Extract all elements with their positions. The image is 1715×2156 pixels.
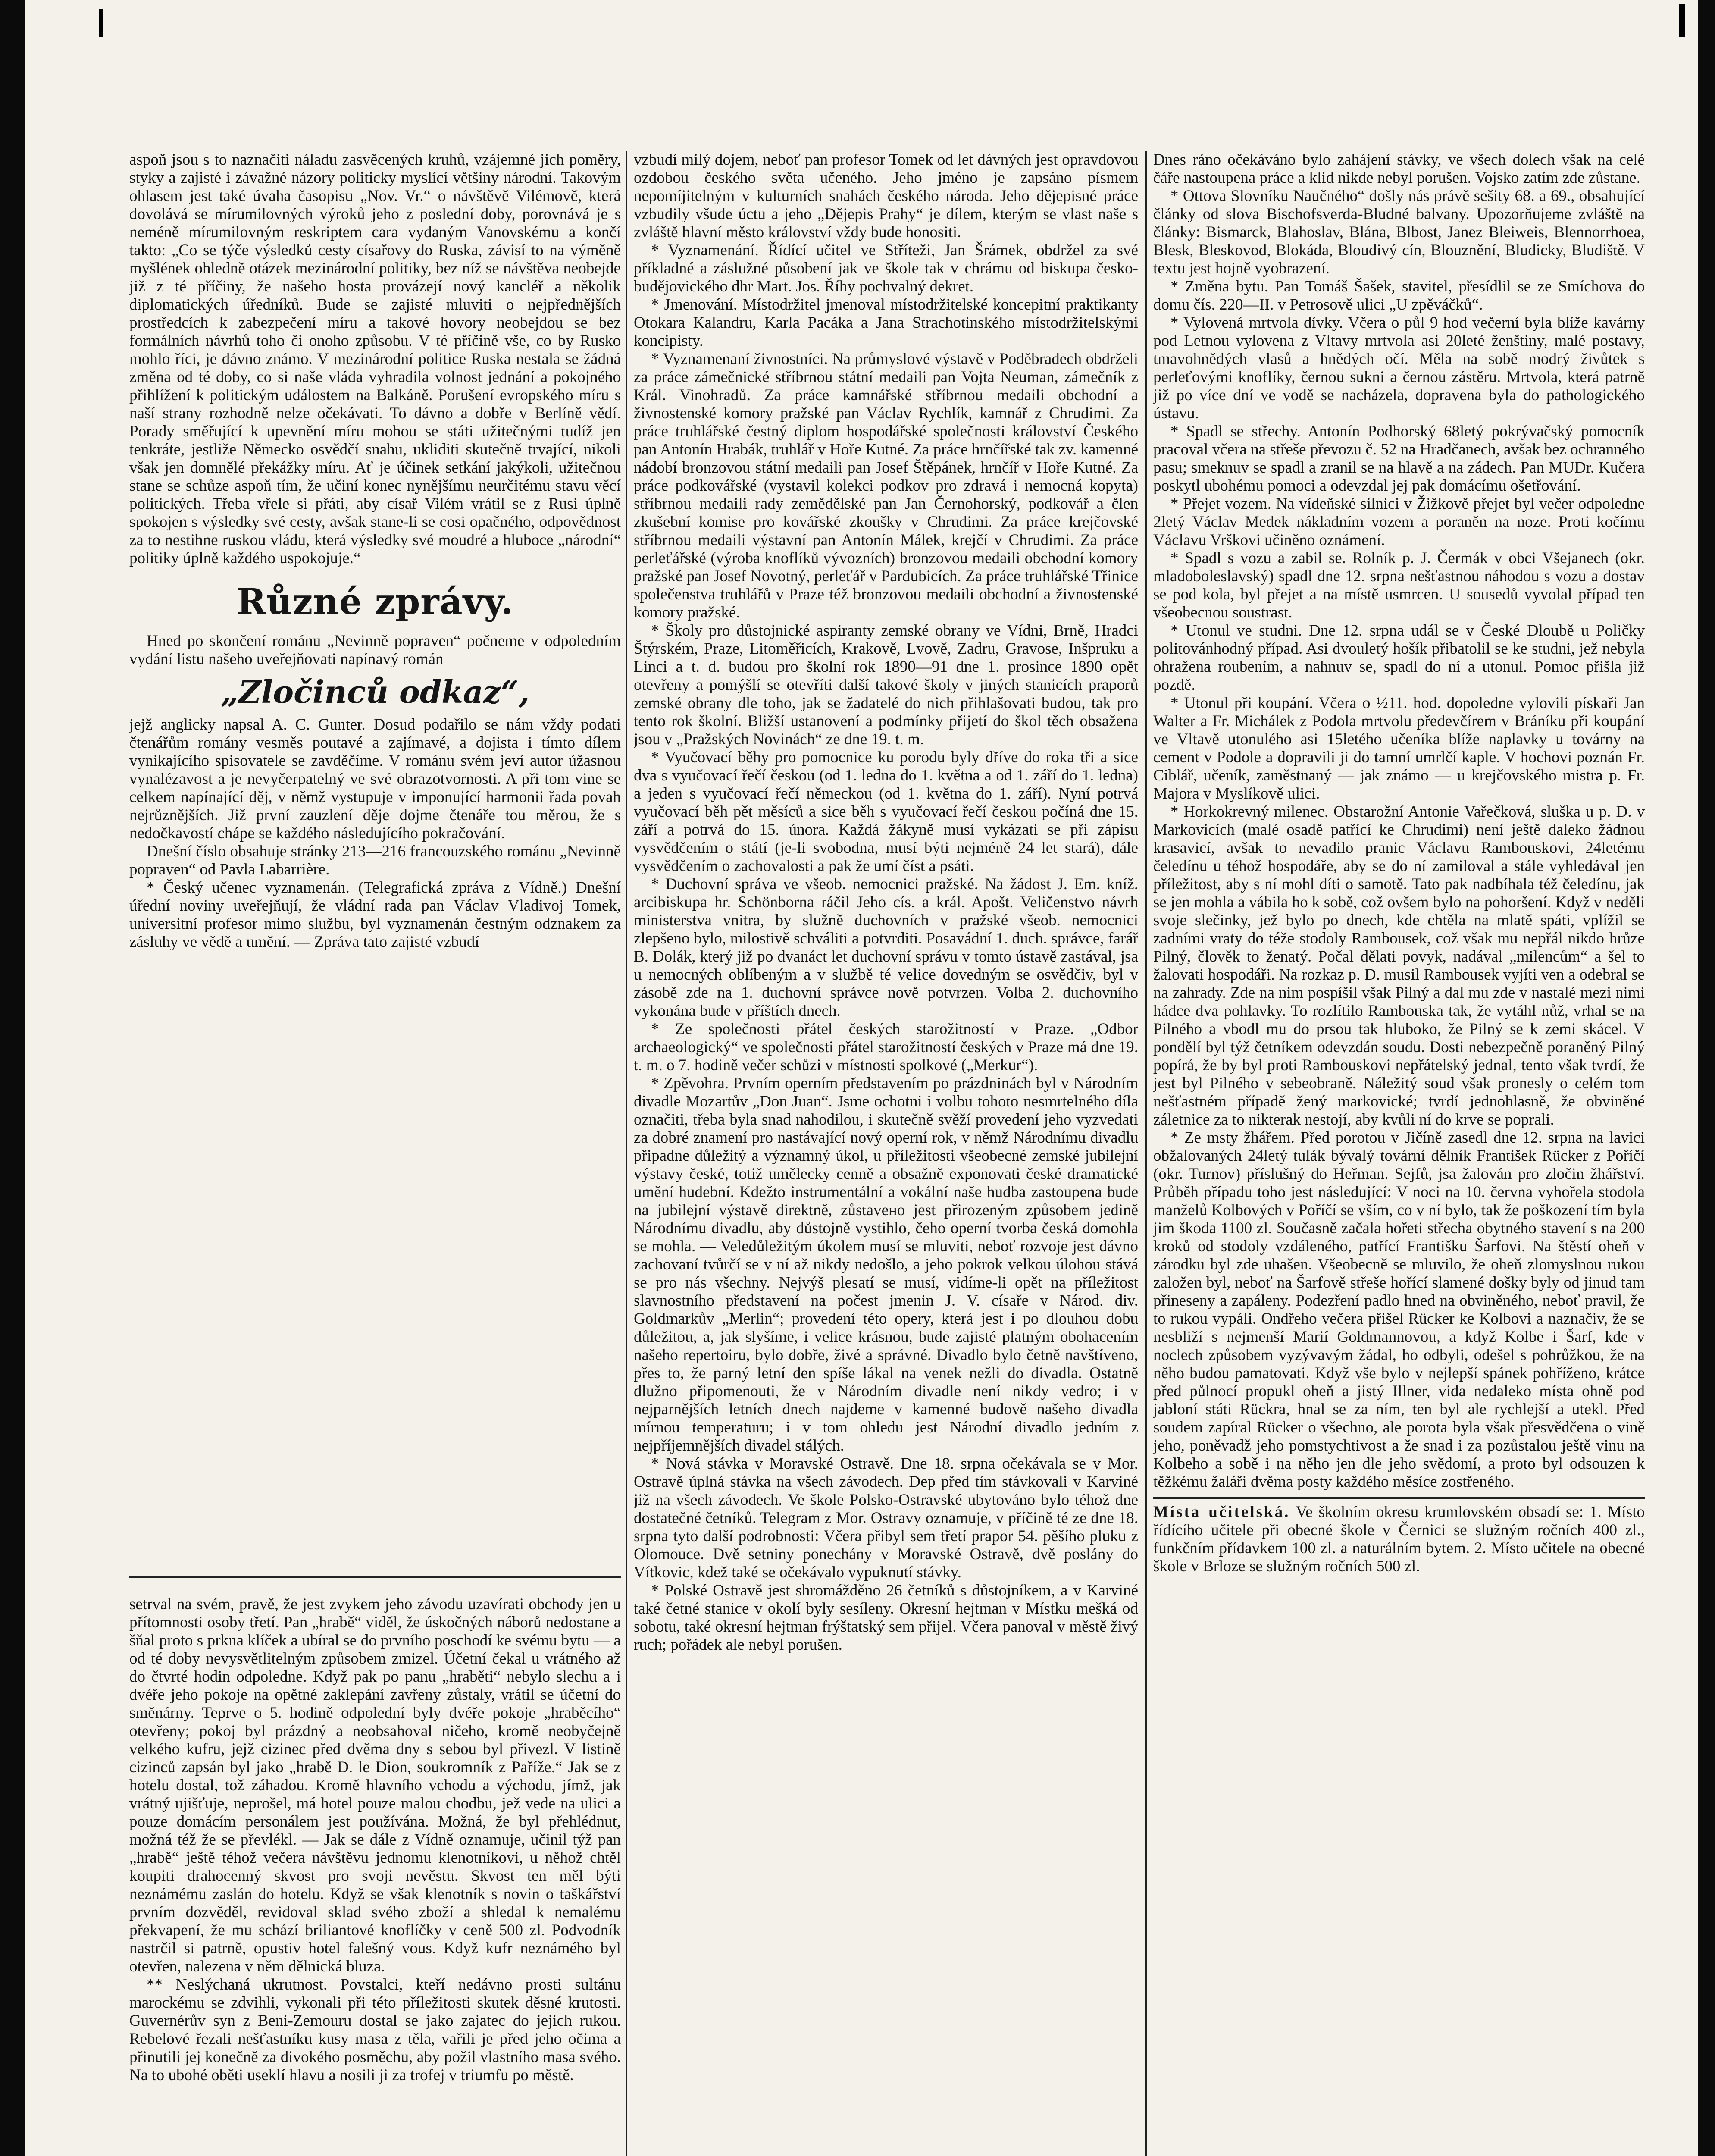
- column-divider: [129, 1576, 621, 1578]
- binding-mark-right: [1679, 4, 1685, 37]
- news-item: * Ottova Slovníku Naučného“ došly nás právě sešity 68. a 69., obsahující články od slova Bischofsverda-Bludné balvany. Upozorňujeme zvláště na články: Bismarck, Blahoslav, Blána, Blbost, Janez Bleiweis, Blennorrhoea, Blesk, Bleskovod, Blokáda, Bloudivý cín, Blouznění, Bludicky, Bludiště. V textu jest hojně vyobrazení.: [1153, 187, 1645, 277]
- news-item: * Polské Ostravě jest shromážděno 26 četníků s důstojníkem, a v Karviné také četné stanice v okolí byly sesíleny. Okresní hejtman v Místku mešká od sobotu, také okresní hejtman frýštatský sem přijel. Včera panoval v městě živý ruch; pořádek ale nebyl porušen.: [634, 1582, 1138, 1654]
- news-item: * Školy pro důstojnické aspiranty zemské obrany ve Vídni, Brně, Hradci Štýrském, Praze, Litoměřicích, Krakově, Lvově, Zadru, Gravose, Inšpruku a Linci a t. d. budou pro školní rok 1890—91 dne 1. prosince 1890 opět otevřeny a pomýšlí se otevříti další takové školy v jiných stanicích praporů zemské obrany dle toho, jak se žadatelé do nich přihlašovati budou, tak pro tento rok školní. Bližší ustanovení a podmínky přijetí do škol těch obsažena jsou v „Pražských Novinách“ ze dne 19. t. m.: [634, 622, 1138, 748]
- article-text: vzbudí milý dojem, neboť pan profesor Tomek od let dávných jest opravdovou ozdobou českého světa učeného. Jeho jméno je zapsáno písmem nepomíjitelným v kulturních snahách českého národa. Jeho dějepisné práce vzbudily všude úctu a jeho „Dějepis Prahy“ je dílem, kterým se vlast naše s zvláště hlavní město království vždy bude honositi.: [634, 151, 1138, 241]
- article-text: Dnes ráno očekáváno bylo zahájení stávky, ve všech dolech však na celé čáře nastoupena práce a klid nikde nebyl porušen. Vojsko zatím zde zůstane.: [1153, 151, 1645, 187]
- news-item: * Utonul ve studni. Dne 12. srpna udál se v České Dloubě u Poličky politovánhodný případ. Asi dvouletý hošík přibatolil se ke studni, jež nebyla ohražena roubením, a nahnuv se, spadl do ní a utonul. Pomoc přišla již pozdě.: [1153, 622, 1645, 694]
- novel-title: „Zločinců odkaz“,: [220, 674, 530, 710]
- news-item: * Nová stávka v Moravské Ostravě. Dne 18. srpna očekávala se v Mor. Ostravě úplná stávka na všech závodech. Dep před tím stávkovali v Karviné již na všech závodech. Ve škole Polsko-Ostravské ubytováno bylo téhož dne dostatečné četníků. Telegram z Mor. Ostravy oznamuje, v příčině té ze dne 18. srpna tyto další podrobnosti: Včera přibyl sem třetí prapor 54. pěšího pluku z Olomouce. Dvě setniny ponechány v Moravské Ostravě, dvě poslány do Vítkovic, kdež také se očekávalo vypuknutí stávky.: [634, 1455, 1138, 1581]
- news-item: * Vyučovací běhy pro pomocnice ku porodu byly dříve do roka tři a sice dva s vyučovací řečí českou (od 1. ledna do 1. května a od 1. září do 1. ledna) a jeden s vyučovací řečí německou (od 1. května do 1. září). Nyní potrvá vyučovací běh pět měsíců a sice běh s vyučovací řečí českou počíná dne 15. září a potrvá do 15. února. Každá žákyně musí vykázati se při zápisu vysvědčením o státí (je-li svobodna, musí býti nejméně 24 let stará), dále vysvědčením o zachovalosti a pak že umí číst a psáti.: [634, 749, 1138, 875]
- section-divider: [1153, 1497, 1645, 1499]
- news-item: * Spadl s vozu a zabil se. Rolník p. J. Čermák v obci Všejanech (okr. mladoboleslavský) spadl dne 12. srpna nešťastnou náhodou s vozu a dostav se pod kola, byl přejet a na místě usmrcen. U sousedů vyvolal případ ten všeobecnou soustrast.: [1153, 549, 1645, 621]
- news-item: * Duchovní správa ve všeob. nemocnici pražské. Na žádost J. Em. kníž. arcibiskupa hr. Schönborna ráčil Jeho cís. a král. Apošt. Veličenstvo návrh ministerstva vnitra, by služně duchovních v pražské všeob. nemocnici zlepšeno bylo, milostivě schváliti a potvrditi. Posavádní 1. duch. správce, farář B. Dolák, který již po dvanáct let duchovní správu v tomto ústavě zastával, jsa u nemocných oblíbeným a v službě té velice dovedným se osvědčiv, byl v zásobě zde na 1. duchovní správce nově potvrzen. Volba 2. duchovního vykonána bude v příštích dnech.: [634, 875, 1138, 1020]
- binding-mark: [99, 9, 103, 37]
- news-item: ** Neslýchaná ukrutnost. Povstalci, kteří nedávno prosti sultánu marockému se zdvihli, vykonali při této příležitosti skutek děsné krutosti. Guvernérův syn z Beni-Zemouru dostal se jako zajatec do jejich rukou. Rebelové řezali nešťastníku kusy masa z těla, vařili je před jeho očima a přinutili jej konečně za divokého posměchu, aby požil vlastního masa svého. Na to ubohé oběti useklí hlavu a nosili ji za trofej v triumfu po městě.: [129, 1976, 621, 2084]
- news-item: * Jmenování. Místodržitel jmenoval místodržitelské koncepitní praktikanty Otokara Kalandru, Karla Pacáka a Jana Strachotinského místodržitelskými koncipisty.: [634, 296, 1138, 350]
- novel-announcement: Hned po skončení románu „Nevinně popraven“ počneme v odpoledním vydání listu našeho uveřejňovati napínavý román: [129, 632, 621, 668]
- news-item: * Český učenec vyznamenán. (Telegrafická zpráva z Vídně.) Dnešní úřední noviny uveřejňují, že vládní rada pan Václav Vladivoj Tomek, universitní profesor mimo službu, byl vyznamenán čestným odznakem za zásluhy ve vědě a umění. — Zpráva tato zajisté vzbudí: [129, 879, 621, 951]
- news-item: * Horkokrevný milenec. Obstarožní Antonie Vařečková, sluška u p. D. v Markovicích (malé osadě patřící ke Chrudimi) není ještě daleko žádnou krasavicí, avšak to nevadilo pranic Václavu Rambouskovi, 24letému čeledínu u téhož hospodáře, aby se do ní zamiloval a stále vyhledával jen příležitost, aby s ní mohl díti o samotě. Tato pak nadbíhala též čeledínu, jak se jen mohla a vábila ho k sobě, což ovšem bylo na pohoršení. Když v neděli svoje slečinky, jež bylo po dnech, kde chtěla na mlatě spáti, vplížil se zadními vraty do téže stodoly Rambousek, což však mu nepřál nikdo hrůze Pilný, člověk to ženatý. Počal dělati povyk, nadával „milencům“ a šel to žalovati hospodáři. Na rozkaz p. D. musil Rambousek vyjíti ven a odebral se na zahrady. Zde na nim pospíšil však Pilný a dal mu zde v nastalé mezi nimi hádce dva pohlavky. To rozlítilo Rambouska tak, že vytáhl nůž, vrhal se na Pilného a vbodl mu do prsou tak hluboko, že Pilný se k zemi skácel. V pondělí byl týž četníkem odevzdán soudu. Dosti nebezpečně poraněný Pilný popírá, že by byl proti Rambouskovi nepřátelský jednal, tento však tvrdí, že jest byl Pilného v sebeobraně. Náležitý soud však pronesly o celém tom nešťastném případě žený markovické; tvrdí jednohlasně, že obviněné záletnice za to nikterak nestojí, aby kvůli ní do krve se poprali.: [1153, 803, 1645, 1128]
- column-3: [1153, 151, 1645, 2156]
- news-item: * Ze msty žhářem. Před porotou v Jičíně zasedl dne 12. srpna na lavici obžalovaných 24letý tulák bývalý tovární dělník František Rücker z Poříčí (okr. Turnov) příslušný do Heřman. Sejfů, jsa žalován pro zločin žhářství. Průběh případu toho jest následující: V noci na 10. června vyhořela stodola manželů Kolbových v Poříčí se vším, co v ní bylo, tak že poškození tím byla jim škoda 1100 zl. Současně začala hořeti střecha obytného stavení s na 200 kroků od stodoly vzdáleného, patřící Františku Šarfovi. Na štěstí oheň v zárodku byl zde uhašen. Všeobecně se mluvilo, že oheň zlomyslnou rukou založen byl, neboť na Šarfově střeše hořící slamené došky byly od jinud tam přineseny a zapáleny. Podezření padlo hned na obviněného, neboť pravil, že to rukou vypáli. Ondřeho večera přišel Rücker ke Kolbovi a naznačiv, že se nesbliží s nejmenší Marií Goldmannovou, a když Kolbe i Šarf, kde v noclech způsobem vyzývavým žádal, ho odbyli, odešel s pohrůžkou, že na něho budou pamatovati. Když vše bylo v nejlepší spánek pohříženo, krátce před půlnocí propukl oheň a jistý Illner, vida nedaleko místa ohně pod jabloní státi Rückra, hnal se za ním, ten byl ale rychlejší a utekl. Před soudem zapíral Rücker o všechno, ale porota byla však přesvědčena o vině jeho, poněvadž jeho pomstychtivost a že snad i za pozůstalou ještě vinu na Kolbeho a sobě i na něho jen dle jeho svědomí, a proto byl odsouzen k těžkému žaláři dvěma posty každého měsíce zostřeného.: [1153, 1129, 1645, 1491]
- column-rule: [1145, 151, 1147, 2156]
- news-item: * Zpěvohra. Prvním operním představením po prázdninách byl v Národním divadle Mozartův „Don Juan“. Jsme ochotni i volbu tohoto nesmrtelného díla označiti, třeba byla snad nahodilou, i skutečně svěží provedení jeho vyzvedati za dobré znamení pro nastávající nový operní rok, v němž Národnímu divadlu připadne důležitý a významný úkol, u příležitosti všeobecné zemské jubilejní výstavy české, totiž umělecky cenně a obsažně exponovati české dramatické umění hudební. Kdežto instrumentální a vokální naše hudba zastoupena bude na jubilejní výstavě direktně, zůstavено jest přirozeným způsobem jedině Národnímu divadlu, aby důstojně vystihlo, čeho operní tvorba česká domohla se mohla. — Veledůležitým úkolem musí se mluviti, neboť rozvoje jest dávno zachovaní tvůrčí se v ní až nikdy nedošlo, a jeho pokrok velkou úlohou stává se pro nás všechny. Nejvýš plesatí se musí, vidíme-li opět na příležitost slavnostního představení na počest jmenin J. V. císaře v Národ. div. Goldmarkův „Merlin“; provedení této opery, která jest i po dlouhou dobu důležitou, a, jak slyšíme, i velice krásnou, bude zajisté platným obohacením našeho repertoiru, bylo dobře, živé a správné. Divadlo bylo četně navštíveno, přes to, že parný letní den spíše lákal na venek nežli do divadla. Ostatně dlužno připomenouti, že v Národním divadle není nikdy vedro; i v nejparnějších letních dnech najdeme v kamenné budově našeho divadla mírnou temperaturu; i v tom ohledu jest Národní divadlo jedním z nejpříjemnějších divadel stálých.: [634, 1075, 1138, 1454]
- section-heading: Různé zprávy.: [236, 581, 514, 623]
- novel-description: jejž anglicky napsal A. C. Gunter. Dosud podařilo se nám vždy podati čtenářům romány vesměs poutavé a zajímavé, a dojista i tímto dílem vynikajícího spisovatele se zavděčíme. V románu svém jeví autor úžasnou vynalézavost a je nevyčerpatelný ve své obrazotvornosti. A při tom vine se celkem napínající děj, v němž vystupuje v imponující harmonii řada povah nejrůznějších. Již první zauzlení děje dojme čtenáře tou měrou, že s nedočkavostí chápe se každého následujícího pokračování.: [129, 716, 621, 842]
- column-1: [129, 151, 621, 1565]
- news-item: * Utonul při koupání. Včera o ½11. hod. dopoledne vylovili pískaři Jan Walter a Fr. Michálek z Podola mrtvolu předevčírem v Bráníku při koupání ve Vltavě utonulého asi 15letého učeníka blíže naplavky u továrny na cement v Podole a dopravili ji do tamní umrlčí kaple. V hochovi poznán Fr. Ciblář, učeník, zaměstnaný — jak známo — u krejčovského mistra p. Fr. Majora v Myslíkově ulici.: [1153, 694, 1645, 802]
- section-title: Místa učitelská.: [1153, 1503, 1290, 1521]
- news-item: * Ze společnosti přátel českých starožitností v Praze. „Odbor archaeologický“ ve společnosti přátel starožitností českých v Praze má dne 19. t. m. o 7. hodině večer schůzi v místnosti spolkové („Merkur“).: [634, 1020, 1138, 1074]
- news-item: * Vyznamenání. Řídící učitel ve Stříteži, Jan Šrámek, obdržel za své příkladné a záslužné působení jak ve škole tak v chrámu od biskupa česko-budějovického dhr Mart. Jos. Říhy pochvalný dekret.: [634, 241, 1138, 295]
- news-item: * Spadl se střechy. Antonín Podhorský 68letý pokrývačský pomocník pracoval včera na střeše převozu č. 52 na Hradčanech, avšak bez ochranného pasu; smeknuv se spadl a zranil se na hlavě a na zádech. Pan MUDr. Kučera poskytl ubohému pomoci a odevzdal jej pak domácímu ošetřování.: [1153, 423, 1645, 495]
- feuilleton-text: setrval na svém, pravě, že jest zvykem jeho závodu uzavírati obchody jen u přítomnosti osoby třetí. Pan „hrabě“ viděl, že úskočných náborů nedostane a šňal proto s prkna klíček a ubíral se do prvního poschodí ke svému bytu — a od té doby nevysvětlitelným způsobem zmizel. Účetní čekal u vrátného až do čtvrté hodin odpoledne. Když pak po panu „hraběti“ nebylo slechu a i dvéře jeho pokoje na opětné zaklepání zavřeny zůstaly, vrátil se účetní do směnárny. Teprve o 5. hodině odpolední byly dvéře pokoje „hraběcího“ otevřeny; pokoj byl prázdný a neobsahoval ničeho, kromě neobyčejně velkého kufru, jejž cizinec před dvěma dny s sebou byl přivezl. V listině cizinců zapsán byl jako „hrabě D. le Dion, soukromník z Paříže.“ Jak se z hotelu dostal, tož záhadou. Kromě hlavního vchodu a východu, jímž, jak vrátný ujišťuje, neprošel, má hotel pouze malou chodbu, jež vede na ulici a pouze domácím personálem jest používána. Možná, že byl přehlédnut, možná též že se převlékl. — Jak se dále z Vídně oznamuje, učinil týž pan „hrabě“ ještě téhož večera návštěvu jednomu klenotníkovi, u něhož chtěl koupiti drahocenný skvost pro svoji nevěstu. Skvost ten měl býti neznámému zaslán do hotelu. Když se však klenotník s novin o taškářství prvním dozvěděl, revidoval sklad svého zboží a shledal k nemalému překvapení, že mu schází briliantové knoflíčky v ceně 500 zl. Podvodník nastrčil si patrně, opustiv hotel falešný vous. Když kufr neznámého byl otevřen, nalezena v něm dělnická bluza.: [129, 1595, 621, 1975]
- issue-note: Dnešní číslo obsahuje stránky 213—216 francouzského románu „Nevinně popraven“ od Pavla Labarrière.: [129, 843, 621, 878]
- column-rule: [626, 151, 627, 2156]
- news-item: Ve školním okresu krumlovském obsadí se: 1. Místo řídícího učitele při obecné škole v Černici se služným ročních 400 zl., funkčním přídavkem 100 zl. a naturálním bytem. 2. Místo učitele na obecné škole v Brloze se služným ročních 500 zl.: [1153, 1503, 1645, 1575]
- news-item: * Vylovená mrtvola dívky. Včera o půl 9 hod večerní byla blíže kavárny pod Letnou vylovena z Vltavy mrtvola asi 20leté ženštiny, malé postavy, tmavohnědých vlasů a hnědých očí. Měla na sobě modrý živůtek s perleťovými knoflíky, černou sukni a černou zástěru. Mrtvola, která patrně již po více dní ve vodě se nacházela, dopravena byla do pathologického ústavu.: [1153, 314, 1645, 422]
- scan-right-edge: [1698, 0, 1715, 2156]
- article-text: aspoň jsou s to naznačiti náladu zasvěcených kruhů, vzájemné jich poměry, styky a zajisté i závažné názory politicky myslící většiny národní. Takovým ohlasem jest také úvaha časopisu „Nov. Vr.“ o návštěvě Vilémově, která dovolává se mírumilovných výroků jeho z poslední doby, porovnává je s neméně mírumilovným reskriptem cara vydaným Vanovskému a končí takto: „Co se týče výsledků cesty císařovy do Ruska, závisí to na výměně myšlének ohledně otázek mezinárodní politiky, bez níž se návštěva neobejde již z té příčiny, že našeho hosta provázejí nový kancléř a několik diplomatických úředníků. Bude se zajisté mluviti o nejpřednějších prostředcích k zabezpečení míru a takové hovory neobejdou se bez formálních návrhů toho či onoho způsobu. V té příčině vše, co by Rusko mohlo říci, je dávno známo. V mezinárodní politice Ruska nestala se žádná změna od té doby, co si naše vláda vyhradila volnost jednání a pokojného přihlížení k politickým událostem na Balkáně. Porušení evropského míru s naší strany rozhodně nelze očekávati. To dávno a dobře v Berlíně vědí. Porady směřující k upevnění míru mohou se státi užitečnými tudíž jen tenkráte, jestliže Německo osvědčí snahu, ukliditi skutečně trvající, nikoli však jen domnělé překážky míru. Ať je účinek setkání jakýkoli, užitečnou stane se schůze aspoň tím, že učiní konec nynějšímu neurčitému stavu věcí politických. Třeba vřele si přáti, aby císař Vilém vrátil se z Rusi úplně spokojen s výsledky své cesty, avšak stane-li se cosi opačného, odpovědnost za to nestihne ruskou vládu, která výsledky své moudré a hluboce „národní“ politiky úplně každého uspokojuje.“: [129, 151, 621, 567]
- column-1-lower: [129, 1595, 621, 2156]
- scan-left-edge: [0, 0, 25, 2156]
- news-item: * Vyznamenaní živnostníci. Na průmyslové výstavě v Poděbradech obdrželi za práce zámečnické stříbrnou státní medaili pan Vojta Neuman, zámečník z Král. Vinohradů. Za práce kamnářské stříbrnou medaili obchodní a živnostenské komory pražské pan Václav Rychlík, kamnář z Chrudimi. Za práce truhlářské čestný diplom hospodářské společnosti království Českého pan Antonín Hrabák, truhlář v Hoře Kutné. Za práce hrnčířské tak zv. kamenné nádobí bronzovou státní medaili pan Josef Štěpánek, hrnčíř v Hoře Kutné. Za práce podkovářské (vystavil kolekci podkov pro zdravá i nemocná kopyta) stříbrnou medaili rady zemědělské pan Jan Černohorský, podkovář a člen zkušební komise pro kovářské zkoušky v Chrudimi. Za práce krejčovské stříbrnou medaili výstavní pan Antonín Málek, krejčí v Chrudimi. Za práce perleťářské (výroba knoflíků vývozních) bronzovou medaili obchodní komory pražské pan Josef Novotný, perleťář v Pardubicích. Za práce truhlářské Třinice společenstva truhlářů v Praze též bronzovou medaili obchodní a živnostenské komory pražské.: [634, 350, 1138, 621]
- column-2: [634, 151, 1138, 2156]
- news-item: * Změna bytu. Pan Tomáš Šašek, stavitel, přesídlil se ze Smíchova do domu čís. 220—II. v Petrosově ulici „U zpěváčků“.: [1153, 278, 1645, 313]
- news-item: * Přejet vozem. Na vídeňské silnici v Žižkově přejet byl večer odpoledne 2letý Václav Medek nákladním vozem a poraněn na noze. Proti kočímu Václavu Vrškovi učiněno oznámení.: [1153, 495, 1645, 549]
